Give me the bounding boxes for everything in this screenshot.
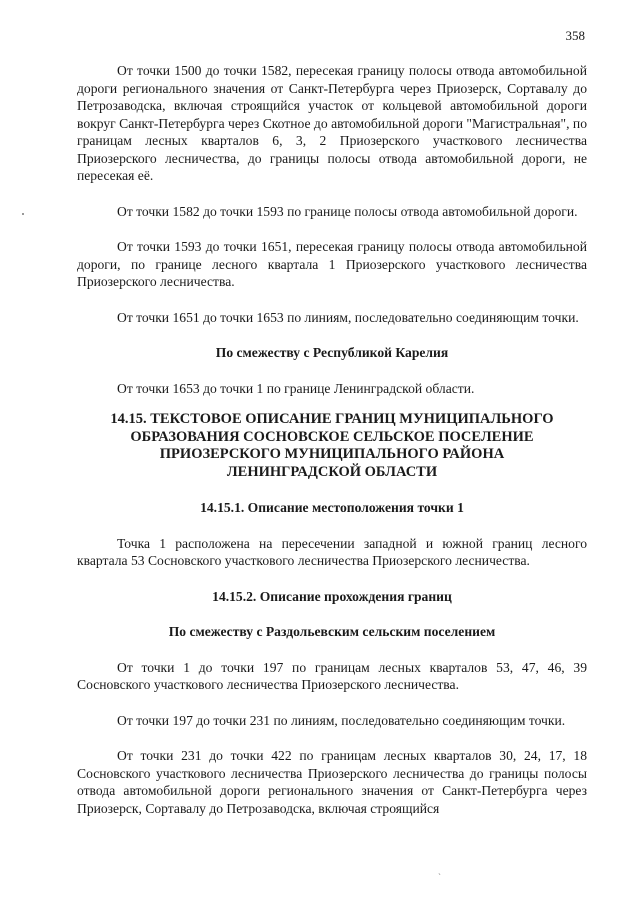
section-title-line-1: 14.15. ТЕКСТОВОЕ ОПИСАНИЕ ГРАНИЦ МУНИЦИПАЛЬНОГО: [110, 411, 554, 427]
paragraph-8: От точки 197 до точки 231 по линиям, последовательно соединяющим точки.: [117, 712, 566, 728]
page-number: 358: [565, 28, 585, 43]
paragraph-7: От точки 1 до точки 197 по границам лесных кварталов 53, 47, 46, 39 Сосновского участкового лесничества Приозерского лесничества.: [77, 659, 587, 692]
heading-boundary-description: 14.15.2. Описание прохождения границ: [212, 588, 452, 604]
scan-speck: [22, 213, 24, 215]
document-body: [77, 62, 587, 817]
heading-point-location: 14.15.1. Описание местоположения точки 1: [200, 500, 464, 515]
section-title: [77, 411, 587, 481]
paragraph-5: От точки 1653 до точки 1 по границе Ленинградской области.: [117, 380, 475, 396]
section-title-line-2: ОБРАЗОВАНИЯ СОСНОВСКОЕ СЕЛЬСКОЕ ПОСЕЛЕНИЕ: [130, 428, 534, 445]
paragraph-1: От точки 1500 до точки 1582, пересекая границу полосы отвода автомобильной дороги регионального значения от Санкт-Петербурга через Приозерск, Сортавалу до Петрозаводска, включая строящийся участок от кольцевой автомобильной дороги вокруг Санкт-Петербурга через Скотное до автомобильной дороги "Магистральная", по границам лесных кварталов 6, 3, 2 Приозерского участкового лесничества Приозерского лесничества, до границы полосы отвода автомобильной дороги, не пересекая её.: [77, 63, 587, 183]
paragraph-2: От точки 1582 до точки 1593 по границе полосы отвода автомобильной дороги.: [117, 203, 578, 219]
paragraph-3: От точки 1593 до точки 1651, пересекая границу полосы отвода автомобильной дороги, по границе лесного квартала 1 Приозерского участкового лесничества Приозерского лесничества.: [77, 239, 587, 289]
paragraph-4: От точки 1651 до точки 1653 по линиям, последовательно соединяющим точки.: [117, 309, 579, 325]
section-title-line-4: ЛЕНИНГРАДСКОЙ ОБЛАСТИ: [226, 463, 438, 480]
paragraph-6: Точка 1 расположена на пересечении западной и южной границ лесного квартала 53 Сосновского участкового лесничества Приозерского лесничества.: [77, 535, 587, 568]
heading-karelia: По смежеству с Республикой Карелия: [215, 345, 449, 360]
scan-artifact: `: [438, 872, 441, 882]
heading-razdolye: По смежеству с Раздольевским сельским поселением: [168, 624, 496, 639]
paragraph-9: От точки 231 до точки 422 по границам лесных кварталов 30, 24, 17, 18 Сосновского участкового лесничества Приозерского лесничества до границы полосы отвода автомобильной дороги регионального значения от Санкт-Петербурга через Приозерск, Сортавалу до Петрозаводска, включая строящийся: [77, 748, 587, 816]
section-title-line-3: ПРИОЗЕРСКОГО МУНИЦИПАЛЬНОГО РАЙОНА: [159, 446, 505, 462]
